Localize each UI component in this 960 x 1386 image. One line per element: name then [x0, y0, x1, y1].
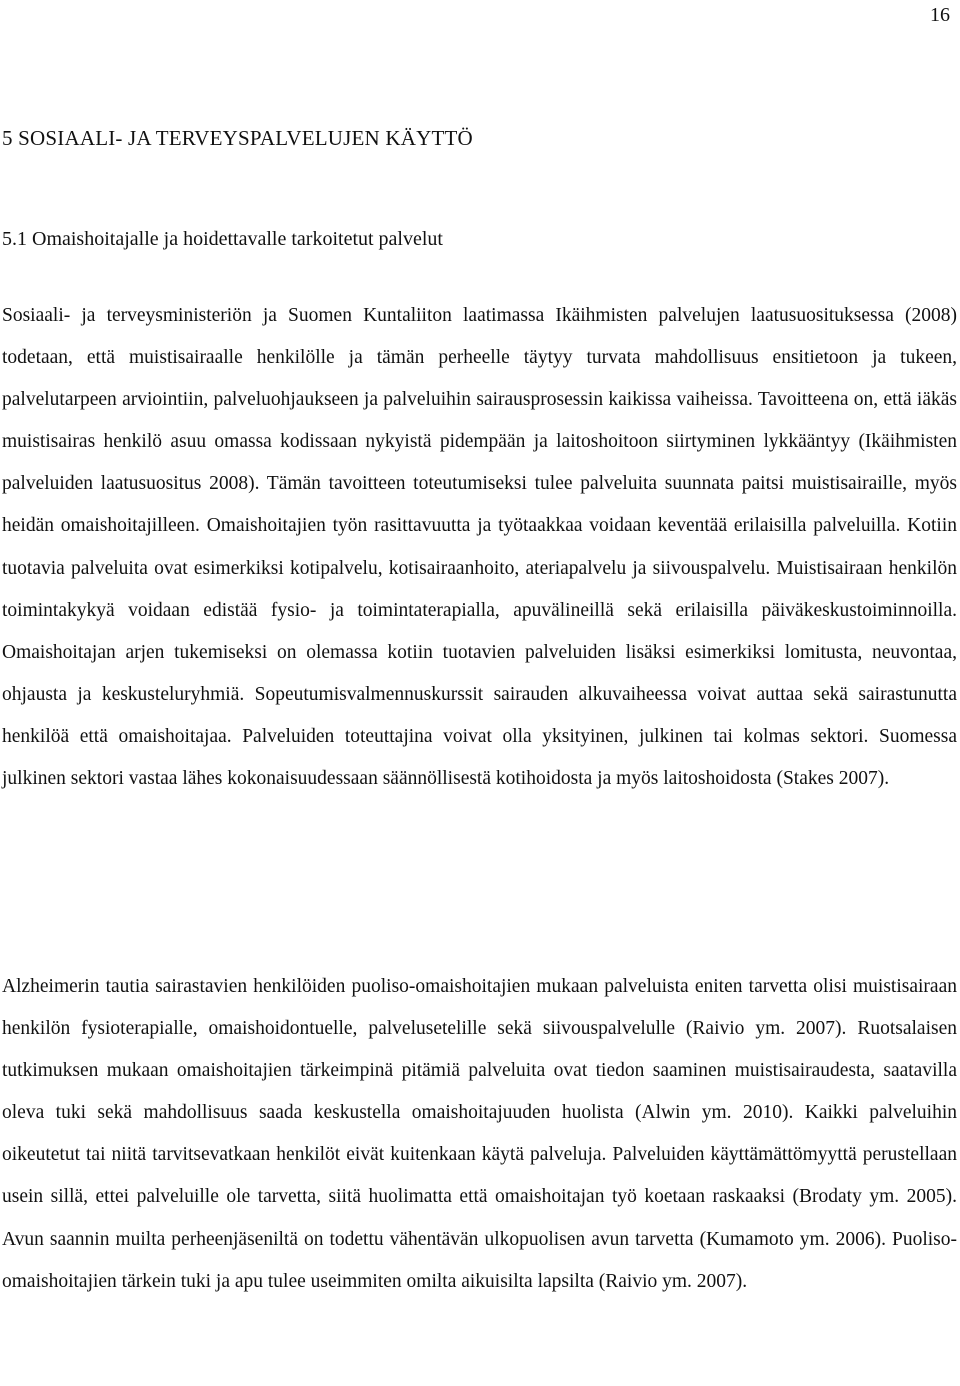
section-heading: 5.1 Omaishoitajalle ja hoidettavalle tarkoitetut palvelut	[2, 228, 443, 250]
body-paragraph-2: Alzheimerin tautia sairastavien henkilöiden puoliso-omaishoitajien mukaan palveluista eniten tarvetta olisi muistisairaan henkilön fysioterapialle, omaishoidontuelle, palvelusetelille sekä siivouspalvelulle (Raivio ym. 2007). Ruotsalaisen tutkimuksen mukaan omaishoitajien tärkeimpinä pitämiä palveluita ovat tiedon saaminen muistisairaudesta, saatavilla oleva tuki sekä mahdollisuus saada keskustella omaishoitajuuden huolista (Alwin ym. 2010). Kaikki palveluihin oikeutetut tai niitä tarvitsevatkaan henkilöt eivät kuitenkaan käytä palveluja. Palveluiden käyttämättömyyttä perustellaan usein sillä, ettei palveluille ole tarvetta, siitä huolimatta että omaishoitajan työ koetaan raskaaksi (Brodaty ym. 2005). Avun saannin muilta perheenjäseniltä on todettu vähentävän ulkopuolisen avun tarvetta (Kumamoto ym. 2006). Puoliso-omaishoitajien tärkein tuki ja apu tulee useimmiten omilta aikuisilta lapsilta (Raivio ym. 2007).	[2, 976, 957, 1292]
chapter-heading: 5 SOSIAALI- JA TERVEYSPALVELUJEN KÄYTTÖ	[2, 126, 473, 150]
body-paragraph-1: Sosiaali- ja terveysministeriön ja Suomen Kuntaliiton laatimassa Ikäihmisten palvelujen laatusuosituksessa (2008) todetaan, että muistisairaalle henkilölle ja tämän perheelle täytyy turvata mahdollisuus ensitietoon ja tukeen, palvelutarpeen arviointiin, palveluohjaukseen ja palveluihin sairausprosessin kaikissa vaiheissa. Tavoitteena on, että iäkäs muistisairas henkilö asuu omassa kodissaan nykyistä pidempään ja laitoshoitoon siirtyminen lykkääntyy (Ikäihmisten palveluiden laatusuositus 2008). Tämän tavoitteen toteutumiseksi tulee palveluita suunnata paitsi muistisairaille, myös heidän omaishoitajilleen. Omaishoitajien työn rasittavuutta ja työtaakkaa voidaan keventää erilaisilla palveluilla. Kotiin tuotavia palveluita ovat esimerkiksi kotipalvelu, kotisairaanhoito, ateriapalvelu ja siivouspalvelu. Muistisairaan henkilön toimintakykyä voidaan edistää fysio- ja toimintaterapialla, apuvälineillä sekä erilaisilla päiväkeskustoiminnoilla. Omaishoitajan arjen tukemiseksi on olemassa kotiin tuotavien palveluiden lisäksi esimerkiksi lomitusta, neuvontaa, ohjausta ja keskusteluryhmiä. Sopeutumisvalmennuskurssit sairauden alkuvaiheessa voivat auttaa sekä sairastunutta henkilöä että omaishoitajaa. Palveluiden toteuttajina voivat olla yksityinen, julkinen tai kolmas sektori. Suomessa julkinen sektori vastaa lähes kokonaisuudessaan säännöllisestä kotihoidosta ja myös laitoshoidosta (Stakes 2007).	[2, 305, 957, 790]
page-number: 16	[930, 4, 950, 26]
